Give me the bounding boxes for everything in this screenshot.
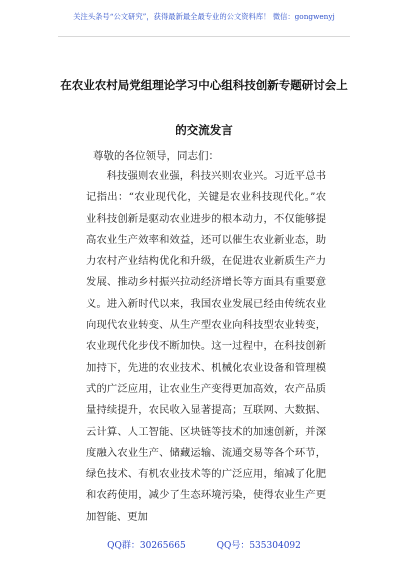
- document-title-line-1: 在农业农村局党组理论学习中心组科技创新专题研讨会上: [60, 78, 348, 92]
- body-paragraph: 科技强则农业强，科技兴则农业兴。习近平总书记指出：“农业现代化，关键是农业科技现代化。”农业科技创新是驱动农业进步的根本动力，不仅能够提高农业生产效率和效益，还可以催生农业新业态，助力农村产业结构优化和升级，在促进农业新质生产力发展、推动乡村振兴拉动经济增长等方面具有重要意义。进入新时代以来，我国农业发展已经由传统农业向现代农业转变、从生产型农业向科技型农业转变，农业现代化步伐不断加快。这一过程中，在科技创新加持下，先进的农业技术、机械化农业设备和管理模式的广泛应用，让农业生产变得更加高效，农产品质量持续提升，农民收入显著提高；互联网、大数据、云计算、人工智能、区块链等技术的加速创新，并深度融入农业生产、储藏运输、流通交易等各个环节，绿色技术、有机农业技术等的广泛应用，缩减了化肥和农药使用，减少了生态环境污染，使得农业生产更加智能、更加: [86, 170, 326, 523]
- header-divider: [58, 36, 350, 37]
- document-title-line-2: 的交流发言: [175, 123, 233, 137]
- footer-contacts: [0, 538, 408, 551]
- footer-qq-number: QQ号：535304092: [216, 541, 301, 551]
- footer-qq-group: QQ群：30265665: [107, 541, 186, 551]
- promo-header: 关注头条号“公文研究”，获得最新最全最专业的公文资料库！ 微信：gongwenyj: [73, 12, 335, 21]
- salutation: 尊敬的各位领导，同志们：: [93, 150, 219, 162]
